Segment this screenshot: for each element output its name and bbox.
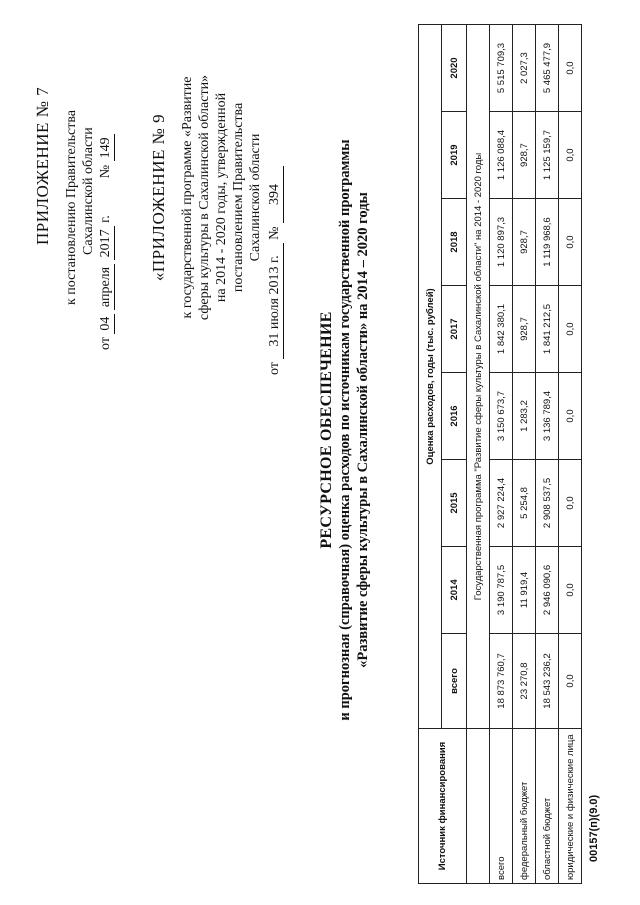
table-cell: 1 120 897,3	[490, 199, 513, 286]
appendix-7-date-line	[97, 20, 115, 350]
heading-line3: «Развитие сферы культуры в Сахалинской области» на 2014 – 2020 годы	[355, 192, 371, 668]
table-cell: 0,0	[559, 546, 582, 633]
column-header: 2020	[442, 25, 467, 112]
table-cell: 0,0	[559, 112, 582, 199]
appendix-9-line5: Сахалинской области	[248, 133, 263, 262]
appendix-9-from: от	[267, 362, 282, 375]
table-cell: 0,0	[559, 25, 582, 112]
table-cell: 23 270,8	[513, 633, 536, 728]
table-cell: 0,0	[559, 633, 582, 728]
rotated-content	[20, 10, 620, 890]
column-header: всего	[442, 633, 467, 728]
table-row	[559, 25, 582, 884]
table-cell: 3 136 789,4	[536, 373, 559, 460]
column-header: 2014	[442, 546, 467, 633]
table-cell: 0,0	[559, 286, 582, 373]
appendix-7-day: 04	[97, 314, 115, 334]
table-cell: 0,0	[559, 459, 582, 546]
row-source: федеральный бюджет	[513, 729, 536, 884]
appendix-7-year: 2017	[97, 226, 115, 260]
appendix-9-line2: сферы культуры в Сахалинской области»	[197, 74, 212, 321]
appendix-7-line2: Сахалинской области	[81, 127, 96, 255]
table-row	[513, 25, 536, 884]
table-cell: 2 027,3	[513, 25, 536, 112]
table-cell: 2 908 537,5	[536, 459, 559, 546]
column-header: 2015	[442, 459, 467, 546]
appendix-7-line1: к постановлению Правительства	[64, 109, 79, 305]
appendix-7-block	[34, 20, 115, 350]
appendix-7-number: 149	[97, 134, 115, 161]
appendix-9-date-line	[266, 20, 284, 375]
column-header: 2017	[442, 286, 467, 373]
heading-line2: и прогнозная (справочная) оценка расходов по источникам государственной программы	[337, 139, 353, 721]
resource-table	[418, 24, 582, 884]
column-header: 2018	[442, 199, 467, 286]
table-cell: 1 125 159,7	[536, 112, 559, 199]
table-cell: 1 841 212,5	[536, 286, 559, 373]
table-cell: 0,0	[559, 373, 582, 460]
column-header: 2016	[442, 373, 467, 460]
appendix-7-year-suffix: г.	[98, 215, 113, 223]
estimate-group-header: Оценка расходов, годы (тыс. рублей)	[419, 25, 442, 729]
table-cell: 5 254,8	[513, 459, 536, 546]
row-source: юридические и физические лица	[559, 729, 582, 884]
appendix-9-block	[150, 20, 284, 375]
heading-title: РЕСУРСНОЕ ОБЕСПЕЧЕНИЕ	[318, 311, 335, 549]
table-header-group-row	[419, 25, 442, 884]
table-cell: 928,7	[513, 112, 536, 199]
table-cell: 0,0	[559, 199, 582, 286]
table-cell: 3 150 673,7	[490, 373, 513, 460]
appendix-9-num-sign: №	[267, 226, 282, 240]
table-cell: 18 543 236,2	[536, 633, 559, 728]
table-cell: 5 465 477,9	[536, 25, 559, 112]
document-heading	[318, 80, 372, 780]
program-row-label: Государственная программа "Развитие сферы культуры в Сахалинской области" на 2014 - 2020 годы	[467, 25, 490, 729]
program-row-blank	[467, 729, 490, 884]
table-cell: 1 126 088,4	[490, 112, 513, 199]
table-cell: 928,7	[513, 286, 536, 373]
appendix-9-date: 31 июля 2013 г.	[266, 243, 284, 358]
column-header: 2019	[442, 112, 467, 199]
appendix-9-line4: постановлением Правительства	[231, 102, 246, 293]
table-cell: 5 515 709,3	[490, 25, 513, 112]
table-cell: 1 283,2	[513, 373, 536, 460]
table-cell: 928,7	[513, 199, 536, 286]
appendix-9-line3: на 2014 - 2020 годы, утвержденной	[214, 92, 229, 303]
footer-code: 00157(п)(9.0)	[588, 794, 600, 862]
table-cell: 2 927 224,4	[490, 459, 513, 546]
program-row	[467, 25, 490, 884]
table-cell: 1 842 380,1	[490, 286, 513, 373]
appendix-9-number: 394	[266, 166, 284, 223]
row-source: всего	[490, 729, 513, 884]
table-cell: 11 919,4	[513, 546, 536, 633]
source-column-header: Источник финансирования	[419, 729, 467, 884]
appendix-7-from: от	[98, 337, 113, 350]
appendix-9-title: «ПРИЛОЖЕНИЕ № 9	[149, 113, 168, 282]
table-cell: 1 119 968,6	[536, 199, 559, 286]
table-cell: 18 873 760,7	[490, 633, 513, 728]
table-row	[536, 25, 559, 884]
appendix-7-month: апреля	[97, 264, 115, 310]
appendix-7-title: ПРИЛОЖЕНИЕ № 7	[33, 86, 52, 245]
table-row	[490, 25, 513, 884]
row-source: областной бюджет	[536, 729, 559, 884]
table-cell: 2 946 090,6	[536, 546, 559, 633]
appendix-9-line1: к государственной программе «Развитие	[180, 76, 195, 319]
table-cell: 3 190 787,5	[490, 546, 513, 633]
appendix-7-num-sign: №	[98, 164, 113, 179]
